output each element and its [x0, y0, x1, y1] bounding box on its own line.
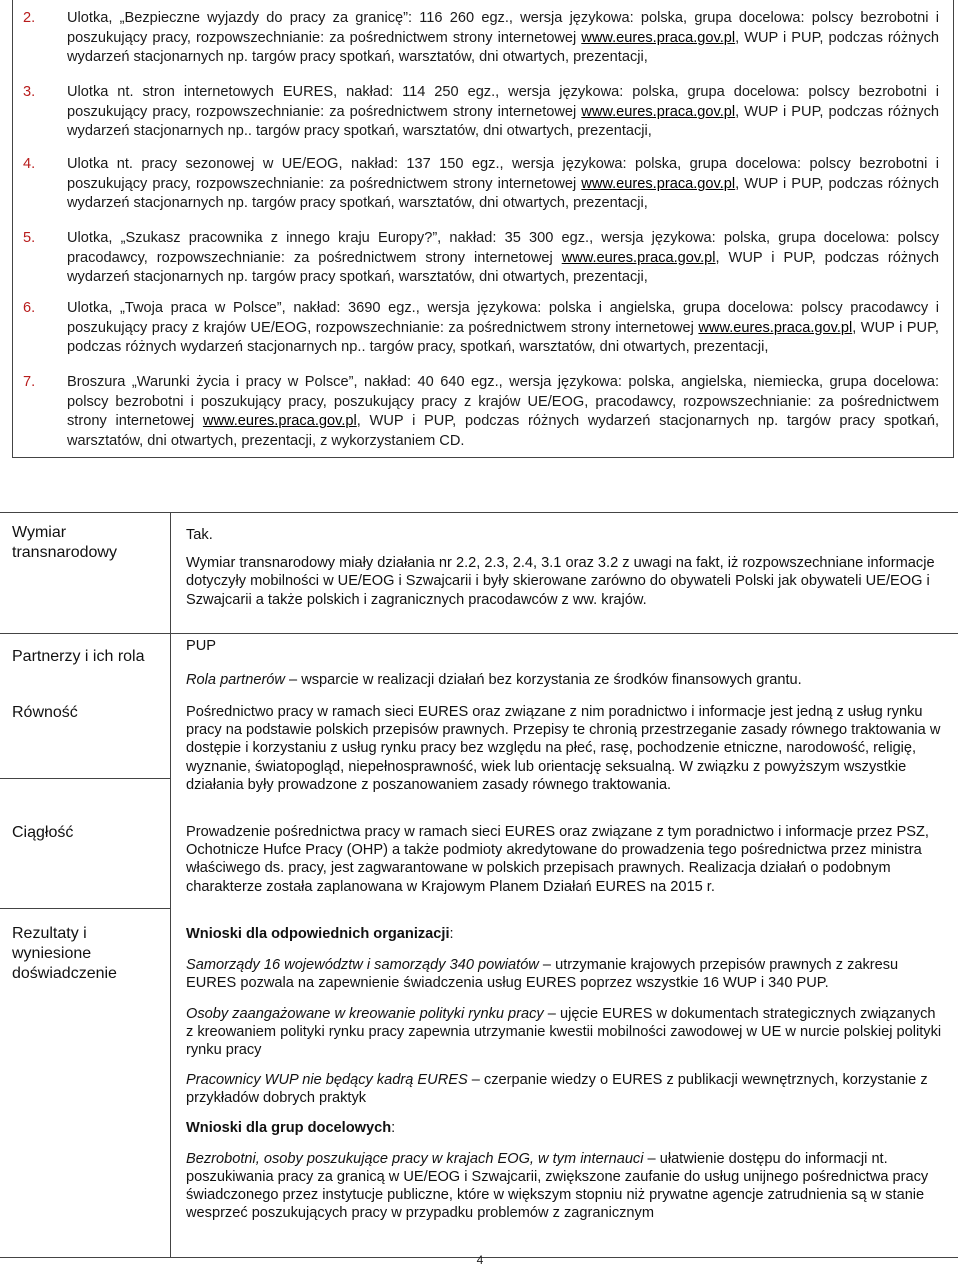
- item-text-cont: , WUP i PUP, podczas różnych wydarzeń stacjonarnych np. targów pracy spotkań, warsztatów, dni otwartych, prezentacji,: [67, 175, 939, 211]
- samorzady-text: – utrzymanie krajowych przepisów prawnych z zakresu EURES pozwala na zapewnienie świadczenia usług EURES poprzez wszystkie 16 WUP i 340 PUP.: [186, 957, 899, 992]
- eures-link[interactable]: www.eures.praca.gov.pl: [581, 175, 736, 192]
- organizations-heading: Wnioski dla odpowiednich organizacji: [186, 926, 450, 942]
- item-text: Ulotka, „Twoja praca w Polsce”, nakład: 3690 egz., wersja językowa: polska i angielska, grupa docelowa: polscy pracodawcy i poszukujący pracy z krajów UE/EOG, rozpowszechnianie: za pośrednictwem strony internetowej: [67, 300, 939, 336]
- eures-link[interactable]: www.eures.praca.gov.pl: [581, 103, 736, 120]
- rownosc-text: Pośrednictwo pracy w ramach sieci EURES oraz związane z nim poradnictwo i informacje jest jedną z usług rynku pracy na podstawie polskich przepisów prawnych. Przepisy te chronią przestrzeganie zasady równego traktowania w dostępie i korzystaniu z usług rynku pracy bez względu na płeć, rasę, pochodzenie etniczne, narodowość, religię, wyznanie, światopogląd, niepełnosprawność, wiek lub orientację seksualną. W związku z powyższym wszystkie działania były prowadzone z poszanowaniem zasady równego traktowania.: [186, 704, 941, 793]
- publications-list-box: [12, 0, 954, 458]
- item-text-cont: , WUP i PUP, podczas różnych wydarzeń stacjonarnych np. targów pracy spotkań, warsztatów, dni otwartych, prezentacji,: [67, 249, 939, 285]
- wymiar-text: Wymiar transnarodowy miały działania nr 2.2, 2.3, 2.4, 3.1 oraz 3.2 z uwagi na fakt, iż rozpowszechniane informacje dotyczyły mobilności w UE/EOG i Szwajcarii i były skierowane zarówno do obywateli Polski jak obywateli UE/EOG i Szwajcarii a także polskich i zagranicznych pracodawców z ww. krajów.: [186, 555, 935, 608]
- item-text: Ulotka nt. pracy sezonowej w UE/EOG, nakład: 137 150 egz., wersja językowa: polska, grupa docelowa: polscy bezrobotni i poszukujący pracy, rozpowszechnianie: za pośrednictwem strony internetowej: [67, 156, 939, 192]
- item-text-cont: , WUP i PUP, podczas różnych wydarzeń stacjonarnych np.. targów pracy spotkań, warsztatów, dni otwartych, prezentacji,: [67, 103, 939, 139]
- row-label-rezultaty: Rezultaty i wyniesione doświadczenie: [12, 925, 117, 982]
- list-item: [23, 229, 939, 288]
- list-number: 2.: [23, 10, 36, 26]
- eures-link[interactable]: www.eures.praca.gov.pl: [698, 319, 853, 336]
- item-text-cont: , WUP i PUP, podczas różnych wydarzeń stacjonarnych np. targów pracy spotkań, warsztatów, dni otwartych, prezentacji, z wykorzystaniem CD.: [67, 413, 939, 449]
- row-divider: [0, 633, 958, 634]
- page-number: 4: [476, 1253, 484, 1267]
- summary-table: [0, 512, 958, 1258]
- target-groups-heading: Wnioski dla grup docelowych: [186, 1119, 392, 1136]
- samorzady-label: Samorządy 16 województw i samorządy 340 powiatów: [186, 957, 539, 974]
- row-label-partnerzy: Partnerzy i ich rola: [12, 648, 145, 665]
- row-label-ciaglosc: Ciągłość: [12, 824, 74, 841]
- list-item: [23, 299, 939, 358]
- list-item: [23, 155, 939, 214]
- list-item: [23, 373, 939, 451]
- list-item: [23, 9, 939, 68]
- row-content-rezultaty: [186, 925, 946, 1223]
- unemployed-label: Bezrobotni, osoby poszukujące pracy w krajach EOG, w tym internauci: [186, 1150, 644, 1167]
- heading-colon: :: [391, 1119, 396, 1136]
- wup-staff-label: Pracownicy WUP nie będący kadrą EURES: [186, 1072, 468, 1089]
- list-number: 5.: [23, 230, 36, 246]
- unemployed-text: – ułatwienie dostępu do informacji nt. poszukiwania pracy za granicą w UE/EOG i Szwajcarii, zwiększone zaufanie do usług unijnego pośrednictwa pracy świadczonego przez instytucje publiczne, które w większym stopniu niż prywatne agencje zatrudnienia są w stanie wesprzeć poszukujących pracy w przypadku problemów z zagranicznym: [186, 1150, 929, 1222]
- eures-link[interactable]: www.eures.praca.gov.pl: [581, 29, 736, 46]
- item-text-cont: , WUP i PUP, podczas różnych wydarzeń stacjonarnych np.. targów pracy, spotkań, warsztatów, dni otwartych, prezentacji,: [67, 319, 939, 355]
- item-text-cont: , WUP i PUP, podczas różnych wydarzeń stacjonarnych np. targów pracy spotkań, warsztatów, dni otwartych, prezentacji,: [67, 29, 939, 65]
- list-number: 7.: [23, 374, 36, 390]
- item-text: Ulotka nt. stron internetowych EURES, nakład: 114 250 egz., wersja językowa: polska, grupa docelowa: polscy bezrobotni i poszukujący pracy, rozpowszechnianie: za pośrednictwem strony internetowej: [67, 84, 939, 120]
- partner-name: PUP: [186, 638, 217, 654]
- eures-link[interactable]: www.eures.praca.gov.pl: [561, 249, 716, 266]
- list-number: 4.: [23, 156, 36, 172]
- row-content-ciaglosc: [186, 823, 946, 896]
- item-text: Ulotka, „Bezpieczne wyjazdy do pracy za granicę”: 116 260 egz., wersja językowa: polska, grupa docelowa: polscy bezrobotni i poszukujący pracy, rozpowszechnianie: za pośrednictwem strony internetowej: [67, 10, 939, 46]
- item-text: Broszura „Warunki życia i pracy w Polsce”, nakład: 40 640 egz., wersja językowa: polska, angielska, niemiecka, grupa docelowa: polscy bezrobotni i poszukujący pracy, poszukujący pracy z krajów UE/EOG, pracodawcy, rozpowszechnianie: za pośrednictwem strony internetowej: [67, 374, 939, 429]
- partner-role-text: – wsparcie w realizacji działań bez korzystania ze środków finansowych grantu.: [284, 672, 802, 689]
- wymiar-answer: Tak.: [186, 527, 213, 543]
- heading-colon: :: [449, 926, 454, 942]
- row-content-rownosc: [186, 703, 946, 794]
- list-number: 3.: [23, 84, 36, 100]
- item-text: Ulotka, „Szukasz pracownika z innego kraju Europy?”, nakład: 35 300 egz., wersja językowa: polska, grupa docelowa: polscy pracodawcy, rozpowszechnianie: za pośrednictwem strony internetowej: [67, 230, 939, 266]
- row-label-rownosc: Równość: [12, 704, 78, 721]
- column-divider: [170, 513, 171, 1257]
- row-divider: [0, 908, 170, 909]
- policy-makers-label: Osoby zaangażowane w kreowanie polityki rynku pracy: [186, 1005, 544, 1022]
- ciaglosc-text: Prowadzenie pośrednictwa pracy w ramach sieci EURES oraz związane z tym poradnictwo i informacje przez PSZ, Ochotnicze Hufce Pracy (OHP) a także podmioty akredytowane do prowadzenia tego pośrednictwa przez ministra właściwego ds. pracy, jest zagwarantowane w polskich przepisach prawnych. Realizacja działań o podobnym charakterze została zaplanowana w Krajowym Planem Działań EURES na 2015 r.: [186, 824, 929, 895]
- row-label-wymiar: Wymiar transnarodowy: [12, 524, 117, 561]
- list-item: [23, 83, 939, 142]
- eures-link[interactable]: www.eures.praca.gov.pl: [202, 413, 357, 429]
- row-divider: [0, 778, 170, 779]
- policy-makers-text: – ujęcie EURES w dokumentach strategicznych związanych z kreowaniem polityki rynku pracy zapewnia utrzymanie kwestii mobilności zawodowej w UE w nurcie polskiej polityki rynku pracy: [186, 1005, 942, 1059]
- wup-staff-text: – czerpanie wiedzy o EURES z publikacji wewnętrznych, korzystanie z przykładów dobrych praktyk: [186, 1072, 928, 1107]
- row-content-partnerzy: [186, 637, 946, 689]
- list-number: 6.: [23, 300, 36, 316]
- row-content-wymiar: [186, 526, 946, 609]
- partner-role-label: Rola partnerów: [186, 672, 285, 689]
